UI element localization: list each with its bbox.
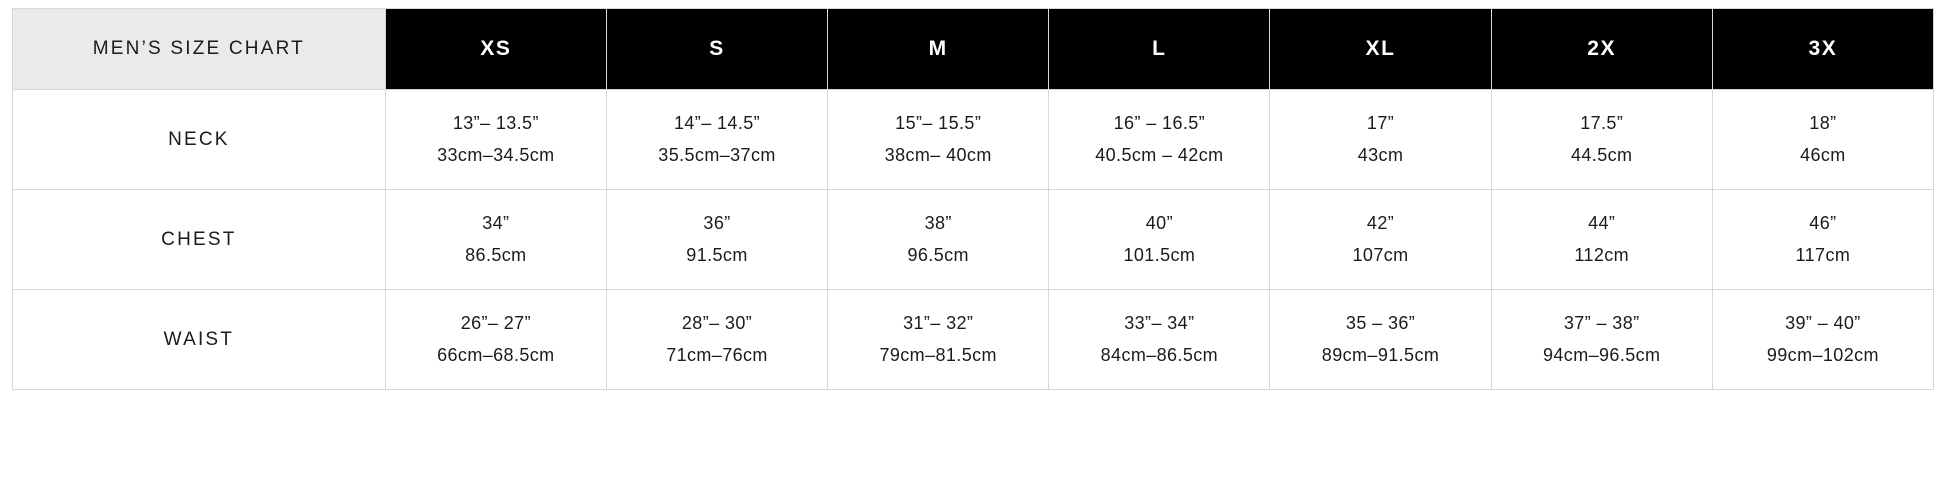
cell-chest-m [828,190,1049,290]
cell-waist-xs [385,290,606,390]
measurement-metric: 94cm–96.5cm [1542,344,1661,365]
measurement-imperial: 36” [703,213,731,233]
cell-neck-2x [1491,90,1712,190]
measurement-imperial: 42” [1366,213,1395,233]
measurement-metric: 38cm– 40cm [884,144,992,165]
measurement-metric: 101.5cm [1123,244,1196,265]
measurement-metric: 33cm–34.5cm [437,144,555,165]
measurement-imperial: 37” – 38” [1563,313,1640,333]
table-row [13,90,1934,190]
measurement-metric: 117cm [1795,244,1851,265]
cell-waist-m [828,290,1049,390]
measurement-imperial: 31”– 32” [903,313,974,333]
cell-neck-s [606,90,827,190]
measurement-metric: 66cm–68.5cm [437,344,555,365]
measurement-imperial: 34” [482,213,510,233]
measurement-metric: 43cm [1357,144,1404,165]
measurement-imperial: 13”– 13.5” [452,113,539,133]
measurement-metric: 96.5cm [907,244,969,265]
column-header-3x: 3X [1712,9,1933,90]
measurement-imperial: 16” – 16.5” [1113,113,1206,133]
cell-waist-s [606,290,827,390]
cell-chest-xl [1270,190,1491,290]
header-row [13,9,1934,90]
cell-neck-xs [385,90,606,190]
measurement-imperial: 44” [1588,213,1616,233]
cell-waist-xl [1270,290,1491,390]
cell-waist-l [1049,290,1270,390]
measurement-metric: 40.5cm – 42cm [1095,144,1224,165]
measurement-imperial: 18” [1809,113,1837,133]
measurement-metric: 44.5cm [1570,144,1633,165]
cell-chest-xs [385,190,606,290]
measurement-metric: 35.5cm–37cm [658,144,776,165]
measurement-imperial: 39” – 40” [1785,313,1861,333]
measurement-metric: 86.5cm [465,244,527,265]
measurement-imperial: 40” [1145,213,1173,233]
table-row [13,190,1934,290]
column-header-m: M [828,9,1049,90]
column-header-xs: XS [385,9,606,90]
column-header-l: L [1049,9,1270,90]
measurement-imperial: 17” [1366,113,1395,133]
cell-waist-2x [1491,290,1712,390]
measurement-imperial: 15”– 15.5” [895,113,982,133]
cell-neck-xl [1270,90,1491,190]
measurement-imperial: 46” [1809,213,1837,233]
measurement-metric: 99cm–102cm [1766,344,1879,365]
column-header-s: S [606,9,827,90]
cell-neck-l [1049,90,1270,190]
measurement-imperial: 14”– 14.5” [673,113,761,133]
cell-chest-l [1049,190,1270,290]
table-body [13,90,1934,390]
measurement-metric: 79cm–81.5cm [879,344,997,365]
chart-title: MEN’S SIZE CHART [13,9,386,90]
cell-chest-s [606,190,827,290]
column-header-xl: XL [1270,9,1491,90]
measurement-imperial: 35 – 36” [1345,313,1416,333]
measurement-imperial: 17.5” [1580,113,1624,133]
cell-chest-2x [1491,190,1712,290]
column-header-2x: 2X [1491,9,1712,90]
cell-waist-3x [1712,290,1933,390]
measurement-imperial: 28”– 30” [681,313,753,333]
measurement-metric: 91.5cm [686,244,748,265]
measurement-metric: 84cm–86.5cm [1100,344,1219,365]
cell-neck-m [828,90,1049,190]
measurement-imperial: 38” [924,213,952,233]
table-row [13,290,1934,390]
measurement-imperial: 26”– 27” [460,313,531,333]
measurement-metric: 46cm [1800,144,1846,165]
row-label-waist: WAIST [13,290,386,390]
row-label-chest: CHEST [13,190,386,290]
row-label-neck: NECK [13,90,386,190]
measurement-metric: 107cm [1352,244,1409,265]
measurement-metric: 71cm–76cm [666,344,768,365]
cell-neck-3x [1712,90,1933,190]
mens-size-chart-table [12,8,1934,390]
cell-chest-3x [1712,190,1933,290]
table-header [13,9,1934,90]
measurement-metric: 112cm [1574,244,1630,265]
measurement-metric: 89cm–91.5cm [1321,344,1440,365]
measurement-imperial: 33”– 34” [1124,313,1195,333]
